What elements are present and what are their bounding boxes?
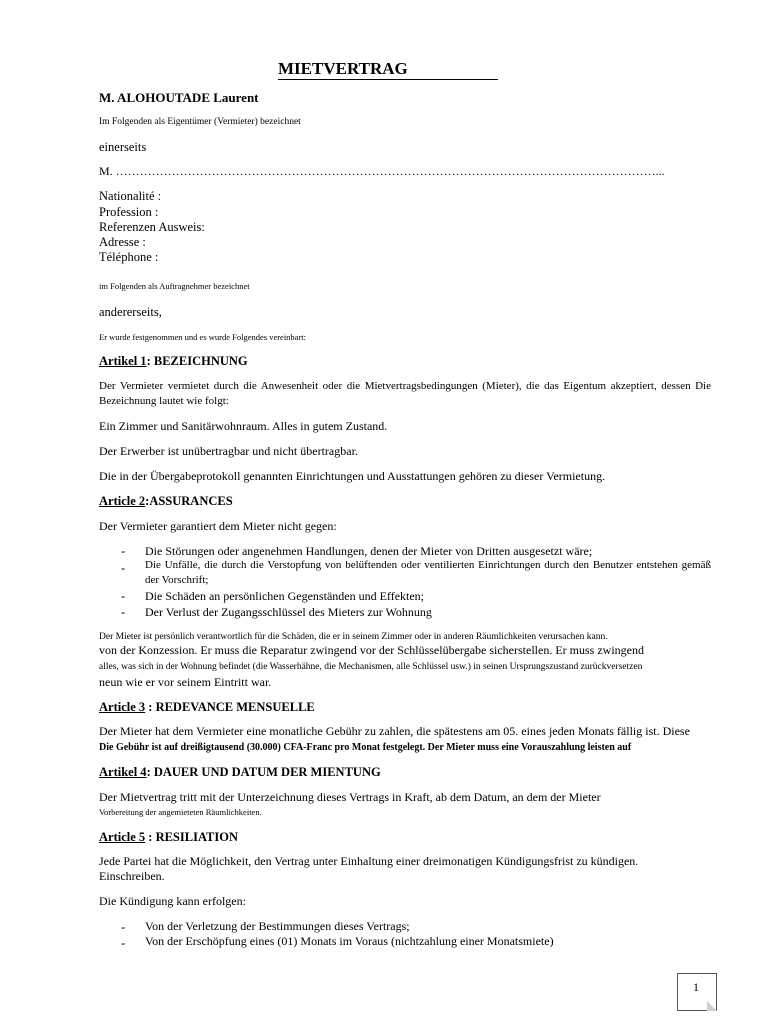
article-2-number: Article 2 [99,494,146,508]
einerseits-text: einerseits [99,140,147,154]
article-3-title: : REDEVANCE MENSUELLE [145,700,315,714]
article-2-note-4: neun wie er vor seinem Eintritt war. [99,675,272,689]
article-3-heading [99,700,315,715]
article-4-title: : DAUER UND DATUM DER MIENTUNG [146,765,381,779]
article-5-title: : RESILIATION [145,830,239,844]
list-bullet: - [121,589,126,603]
article-5-paragraph-1: Jede Partei hat die Möglichkeit, den Vertrag unter Einhaltung einer dreimonatigen Kündigungsfrist zu kündigen. [99,854,639,868]
list-item: Von der Erschöpfung eines (01) Monats im Voraus (nichtzahlung einer Monatsmiete) [145,934,554,948]
article-1-heading [99,354,248,369]
field-nationalite: Nationalité : [99,189,162,203]
article-2-title: :ASSURANCES [145,494,233,508]
article-5-paragraph-3: Die Kündigung kann erfolgen: [99,894,246,908]
article-1-paragraph-1: Der Vermieter vermietet durch die Anwesenheit oder die Mietvertragsbedingungen (Mieter), die das Eigentum akzeptiert, dessen Die Bezeichnung lautet wie folgt: [99,380,711,407]
article-3-paragraph-1: Der Mieter hat dem Vermieter eine monatliche Gebühr zu zahlen, die spätestens am 05. eines jeden Monats fällig ist. Diese [99,724,690,738]
article-2-note-3: alles, was sich in der Wohnung befindet (die Wasserhähne, die Mechanismen, alle Schlüssel usw.) in seinen Ursprungszustand zurückversetzen [99,662,643,672]
page-curl-icon [707,1001,717,1011]
article-5-number: Article 5 [99,830,146,844]
article-2-note-2: von der Konzession. Er muss die Reparatur zwingend vor der Schlüsselübergabe sicherstellen. Er muss zwingend [99,643,644,657]
article-3-number: Article 3 [99,700,146,714]
article-5-paragraph-2: Einschreiben. [99,869,165,883]
article-1-title: : BEZEICHNUNG [146,354,248,368]
article-1-paragraph-3: Der Erwerber ist unübertragbar und nicht übertragbar. [99,444,358,458]
list-bullet: - [121,920,126,934]
owner-note: Im Folgenden als Eigentümer (Vermieter) bezeichnet [99,117,301,127]
document-title: MIETVERTRAG [278,60,498,80]
owner-name: M. ALOHOUTADE Laurent [99,90,259,105]
list-bullet: - [121,544,126,558]
article-2-intro: Der Vermieter garantiert dem Mieter nicht gegen: [99,519,337,533]
article-2-note-1: Der Mieter ist persönlich verantwortlich für die Schäden, die er in seinem Zimmer oder in anderen Räumlichkeiten verursachen kann. [99,632,608,642]
tenant-note: im Folgenden als Auftragnehmer bezeichnet [99,281,250,291]
article-4-paragraph-1: Der Mietvertrag tritt mit der Unterzeichnung dieses Vertrags in Kraft, ab dem Datum, an dem der Mieter [99,790,601,804]
page-number: 1 [693,980,699,994]
list-item: Die Schäden an persönlichen Gegenständen und Effekten; [145,589,425,603]
article-1-paragraph-4: Die in der Übergabeprotokoll genannten Einrichtungen und Ausstattungen gehören zu dieser Vermietung. [99,469,606,483]
article-4-paragraph-2: Vorbereitung der angemieteten Räumlichkeiten. [99,807,262,817]
page-number-box [677,973,717,1011]
list-bullet: - [121,936,126,950]
field-adresse: Adresse : [99,235,146,249]
list-bullet: - [121,561,126,575]
tenant-name-line: M. ………………………………………………………………………………………………………………………... [99,164,665,178]
article-1-paragraph-2: Ein Zimmer und Sanitärwohnraum. Alles in gutem Zustand. [99,419,388,433]
article-4-heading [99,765,381,780]
list-item: Die Unfälle, die durch die Verstopfung von belüftenden oder ventilierten Einrichtungen durch den Benutzer entstehen gemäß der Vorschrift; [145,559,711,586]
field-profession: Profession : [99,205,159,219]
list-item: Der Verlust der Zugangsschlüssel des Mieters zur Wohnung [145,605,432,619]
article-2-heading [99,494,233,509]
list-item: Die Störungen oder angenehmen Handlungen, denen der Mieter von Dritten ausgesetzt wäre; [145,544,593,558]
field-telephone: Téléphone : [99,250,159,264]
article-1-number: Artikel 1 [99,354,147,368]
list-bullet: - [121,605,126,619]
field-referenzen: Referenzen Ausweis: [99,220,205,234]
agreed-text: Er wurde festgenommen und es wurde Folgendes vereinbart: [99,332,307,342]
list-item: Von der Verletzung der Bestimmungen dieses Vertrags; [145,919,410,933]
andererseits-text: andererseits, [99,305,162,319]
article-5-heading [99,830,238,845]
article-3-paragraph-2: Die Gebühr ist auf dreißigtausend (30.000) CFA-Franc pro Monat festgelegt. Der Mieter muss eine Vorauszahlung leisten auf [99,742,632,753]
article-4-number: Artikel 4 [99,765,147,779]
